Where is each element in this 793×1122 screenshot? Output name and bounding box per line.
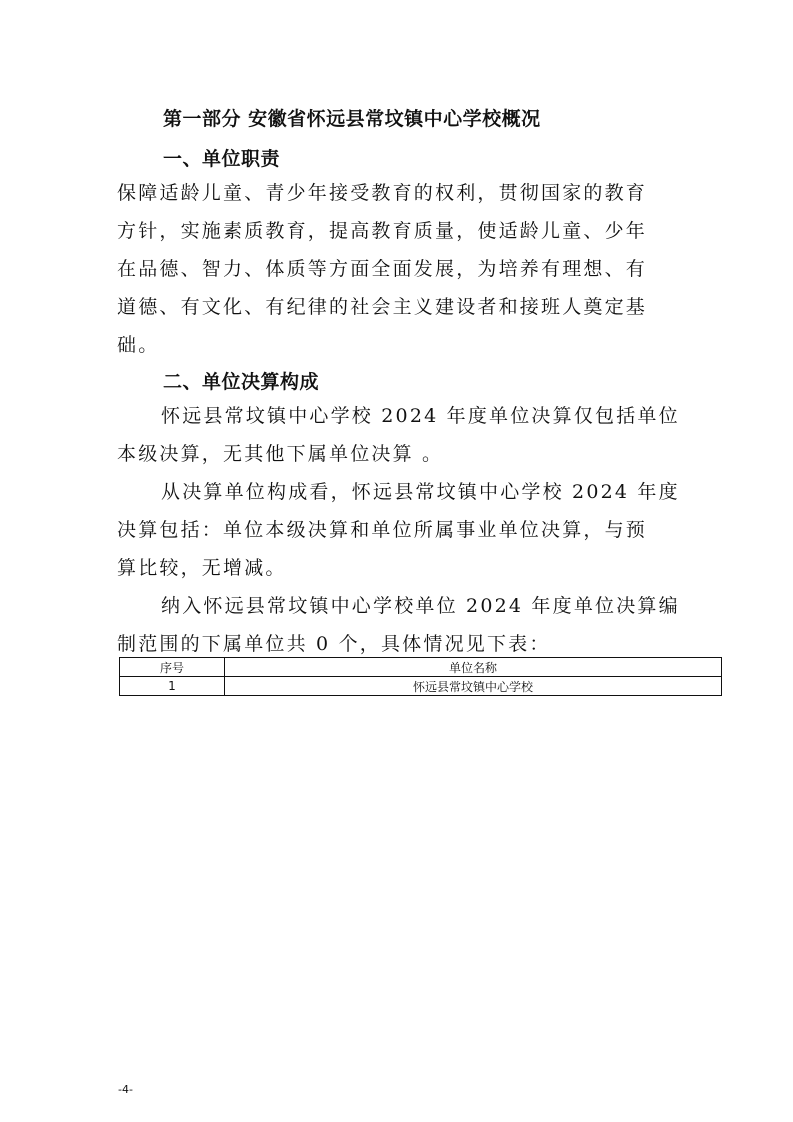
table-row (120, 677, 722, 696)
table-cell-index: 1 (120, 677, 225, 696)
section-heading-duties: 一、单位职责 (163, 148, 281, 170)
table-header-row (120, 658, 722, 677)
section-heading-composition: 二、单位决算构成 (163, 371, 320, 393)
paragraph-line: 方针，实施素质教育，提高教育质量，使适龄儿童、少年 (117, 220, 648, 242)
paragraph-line: 算比较，无增减。 (117, 557, 287, 579)
paragraph-line: 从决算单位构成看，怀远县常坟镇中心学校 2024 年度 (161, 481, 680, 503)
page-number: -4- (118, 1083, 133, 1096)
paragraph-line: 怀远县常坟镇中心学校 2024 年度单位决算仅包括单位 (161, 405, 680, 427)
paragraph-line: 道德、有文化、有纪律的社会主义建设者和接班人奠定基 (117, 296, 648, 318)
paragraph-line: 决算包括：单位本级决算和单位所属事业单位决算，与预 (117, 519, 648, 541)
paragraph-line: 础。 (117, 334, 160, 356)
paragraph-line: 纳入怀远县常坟镇中心学校单位 2024 年度单位决算编 (161, 595, 680, 617)
paragraph-line: 本级决算，无其他下属单位决算 。 (117, 443, 444, 465)
paragraph-line: 制范围的下属单位共 0 个，具体情况见下表： (117, 633, 551, 655)
column-header-unit-name: 单位名称 (225, 658, 722, 677)
units-table (119, 657, 722, 696)
table-cell-unit-name: 怀远县常坟镇中心学校 (225, 677, 722, 696)
paragraph-line: 在品德、智力、体质等方面全面发展，为培养有理想、有 (117, 258, 648, 280)
column-header-index: 序号 (120, 658, 225, 677)
part-title: 第一部分 安徽省怀远县常坟镇中心学校概况 (163, 108, 541, 130)
paragraph-line: 保障适龄儿童、青少年接受教育的权利，贯彻国家的教育 (117, 182, 648, 204)
